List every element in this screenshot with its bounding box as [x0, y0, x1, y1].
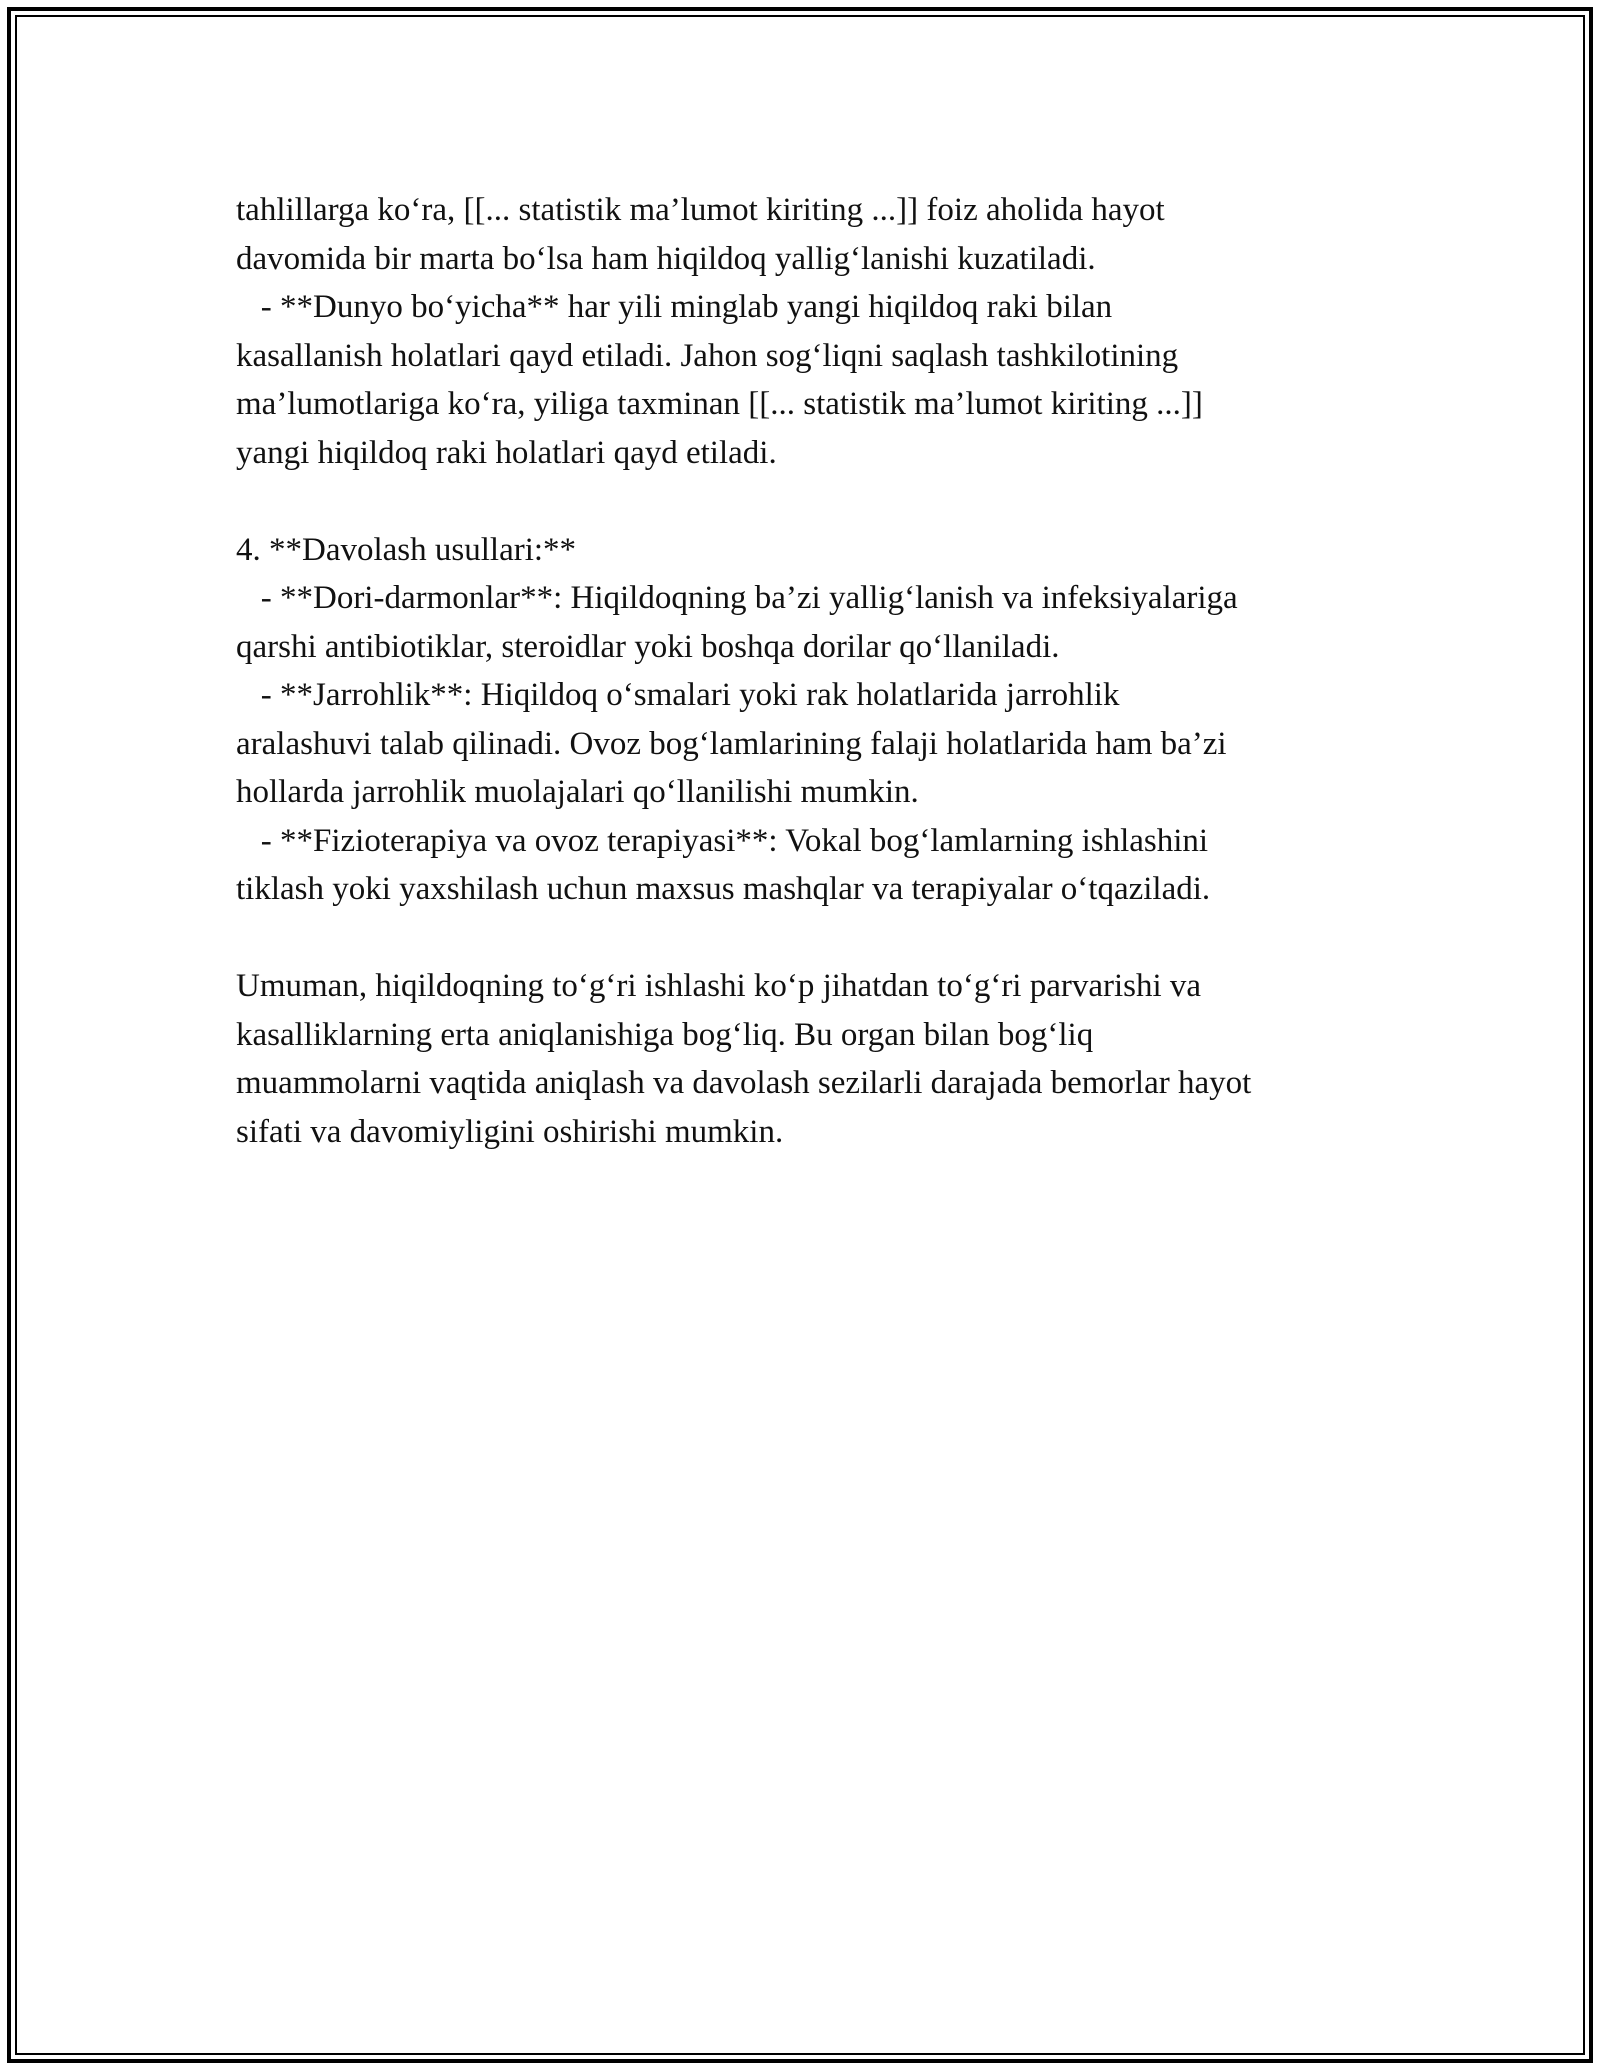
text-line: aralashuvi talab qilinadi. Ovoz bog‘lamlarining falaji holatlarida ham ba’zi	[236, 725, 1227, 762]
paragraph-conclusion	[236, 962, 1416, 1156]
section-heading: 4. **Davolash usullari:**	[236, 531, 577, 568]
text-line: - **Dunyo bo‘yicha** har yili minglab yangi hiqildoq raki bilan	[236, 289, 1113, 325]
text-line: sifati va davomiyligini oshirishi mumkin.	[236, 1113, 784, 1150]
text-line: yangi hiqildoq raki holatlari qayd etiladi.	[236, 434, 777, 471]
text-line: hollarda jarrohlik muolajalari qo‘llanilishi mumkin.	[236, 774, 919, 810]
text-line: kasallanish holatlari qayd etiladi. Jahon sog‘liqni saqlash tashkilotining	[236, 337, 1179, 374]
text-line: ma’lumotlariga ko‘ra, yiliga taxminan [[... statistik ma’lumot kiriting ...]]	[236, 386, 1203, 422]
text-line: tiklash yoki yaxshilash uchun maxsus mashqlar va terapiyalar o‘tqaziladi.	[236, 871, 1211, 907]
text-line: kasalliklarning erta aniqlanishiga bog‘liq. Bu organ bilan bog‘liq	[236, 1016, 1094, 1053]
paragraph-spacer	[236, 477, 1416, 526]
paragraph-statistics	[236, 186, 1416, 477]
text-line: - **Dori-darmonlar**: Hiqildoqning ba’zi yallig‘lanish va infeksiyalariga	[236, 580, 1238, 616]
text-line: davomida bir marta bo‘lsa ham hiqildoq yallig‘lanishi kuzatiladi.	[236, 240, 1096, 277]
paragraph-treatment-methods	[236, 526, 1416, 914]
text-line: tahlillarga ko‘ra, [[... statistik ma’lumot kiriting ...]] foiz aholida hayot	[236, 192, 1165, 228]
paragraph-spacer	[236, 914, 1416, 963]
text-line: - **Fizioterapiya va ovoz terapiyasi**: Vokal bog‘lamlarning ishlashini	[236, 822, 1209, 859]
text-line: qarshi antibiotiklar, steroidlar yoki boshqa dorilar qo‘llaniladi.	[236, 628, 1060, 665]
text-line: - **Jarrohlik**: Hiqildoq o‘smalari yoki rak holatlarida jarrohlik	[236, 677, 1120, 713]
text-line: Umuman, hiqildoqning to‘g‘ri ishlashi ko‘p jihatdan to‘g‘ri parvarishi va	[236, 968, 1202, 1004]
text-line: muammolarni vaqtida aniqlash va davolash sezilarli darajada bemorlar hayot	[236, 1065, 1252, 1101]
document-body	[236, 186, 1416, 1156]
